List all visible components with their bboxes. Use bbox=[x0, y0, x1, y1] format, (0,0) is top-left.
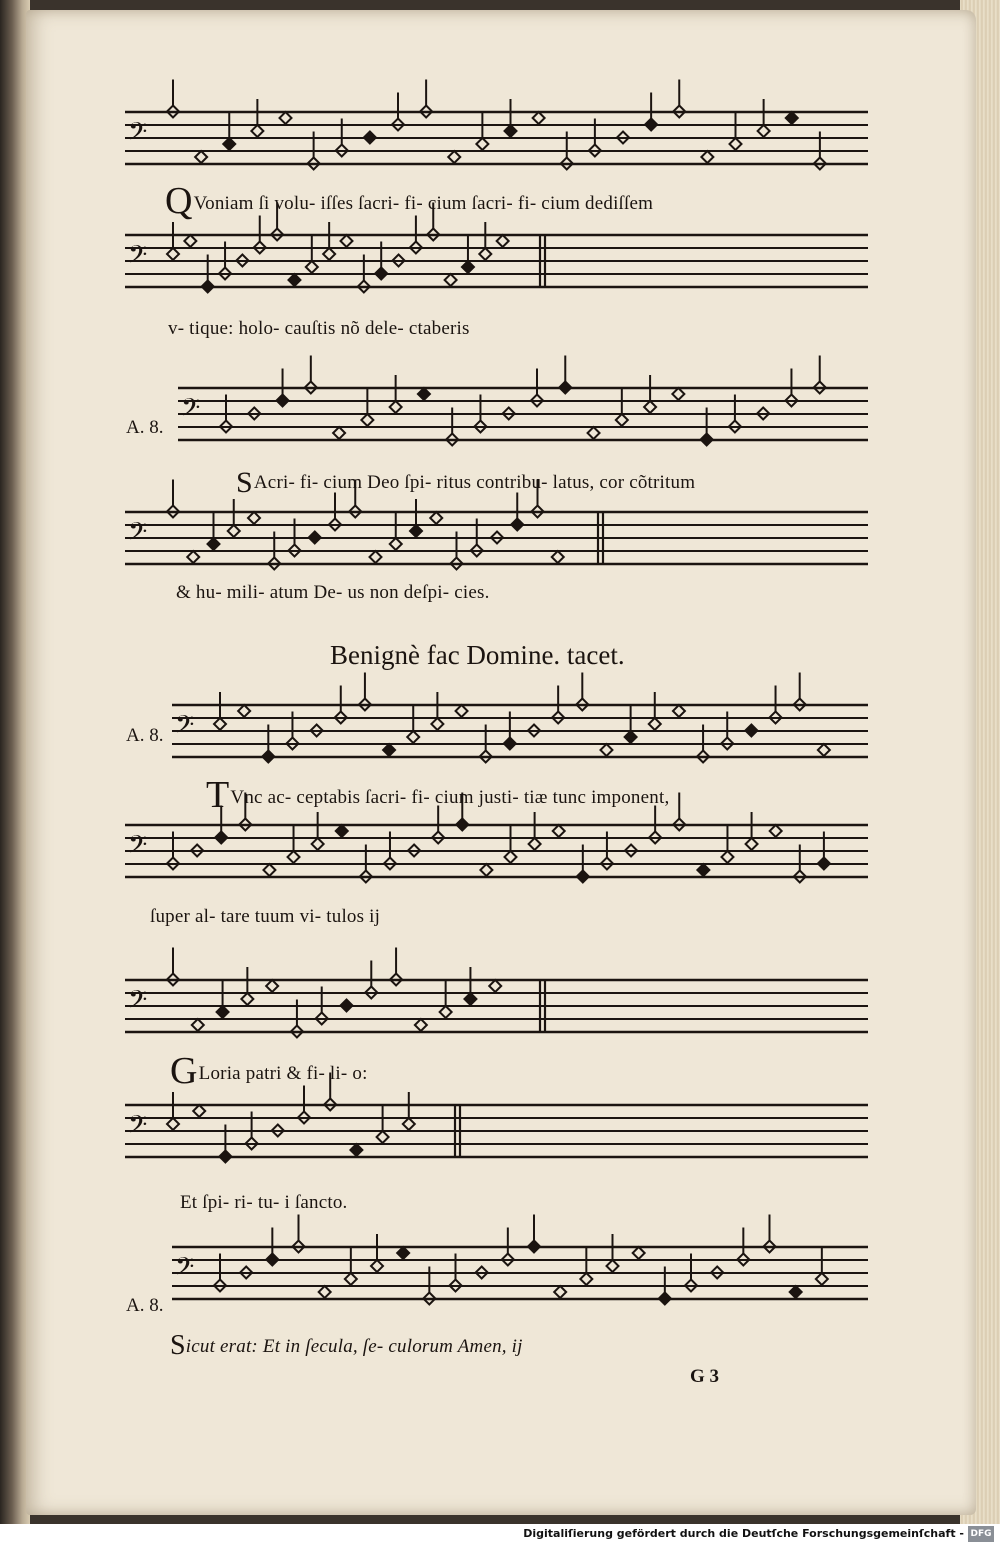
note-head bbox=[504, 738, 516, 750]
note-head bbox=[533, 112, 545, 124]
note-head bbox=[701, 151, 713, 163]
note-head bbox=[228, 525, 240, 537]
clef: 𝄢 bbox=[128, 117, 148, 153]
initial-letter: S bbox=[236, 466, 253, 499]
note-head bbox=[790, 1286, 802, 1298]
note-head bbox=[588, 427, 600, 439]
note-head bbox=[195, 151, 207, 163]
note-head bbox=[263, 864, 275, 876]
note-head bbox=[217, 1006, 229, 1018]
clef: 𝄢 bbox=[128, 240, 148, 276]
lyric-text: Et ſpi- ri- tu- i ſancto. bbox=[180, 1192, 348, 1213]
note-head bbox=[219, 1151, 231, 1163]
clef: 𝄢 bbox=[128, 1110, 148, 1146]
lyric-line-3 bbox=[236, 468, 695, 498]
note-head bbox=[397, 1247, 409, 1259]
note-head bbox=[288, 274, 300, 286]
lyric-text: v- tique: holo- cauſtis nõ dele- ctaberis bbox=[168, 318, 470, 339]
note-head bbox=[649, 718, 661, 730]
note-head bbox=[580, 1273, 592, 1285]
note-head bbox=[375, 268, 387, 280]
lyric-line-1 bbox=[165, 180, 654, 222]
note-head bbox=[390, 538, 402, 550]
note-head bbox=[341, 1000, 353, 1012]
note-head bbox=[818, 744, 830, 756]
note-head bbox=[818, 858, 830, 870]
note-head bbox=[266, 1254, 278, 1266]
note-head bbox=[577, 871, 589, 883]
note-head bbox=[383, 744, 395, 756]
note-head bbox=[456, 705, 468, 717]
note-head bbox=[319, 1286, 331, 1298]
note-head bbox=[167, 248, 179, 260]
note-head bbox=[241, 993, 253, 1005]
note-head bbox=[633, 1247, 645, 1259]
note-head bbox=[511, 519, 523, 531]
note-head bbox=[816, 1273, 828, 1285]
lyric-line-4 bbox=[176, 582, 490, 604]
note-head bbox=[403, 1118, 415, 1130]
note-head bbox=[277, 395, 289, 407]
note-head bbox=[554, 1286, 566, 1298]
note-head bbox=[345, 1273, 357, 1285]
lyric-line-10 bbox=[170, 1330, 523, 1362]
note-head bbox=[746, 838, 758, 850]
note-head bbox=[625, 731, 637, 743]
lyric-line-7 bbox=[150, 906, 380, 928]
note-head bbox=[600, 744, 612, 756]
lyric-line-6 bbox=[206, 774, 670, 816]
note-head bbox=[730, 138, 742, 150]
note-head bbox=[215, 832, 227, 844]
lyric-text: Vnc ac- ceptabis ſacri- fi- cium justi- tiæ tunc imponent, bbox=[230, 787, 670, 808]
note-head bbox=[552, 551, 564, 563]
initial-letter: T bbox=[206, 774, 230, 816]
staff-5 bbox=[172, 673, 868, 763]
note-head bbox=[745, 725, 757, 737]
lyric-line-9 bbox=[180, 1192, 348, 1214]
note-head bbox=[505, 125, 517, 137]
note-head bbox=[440, 1006, 452, 1018]
footer-credit: Digitaliſierung gefördert durch die Deutſche Forschungsgemeinſchaft - bbox=[523, 1527, 964, 1540]
note-head bbox=[361, 414, 373, 426]
note-head bbox=[251, 125, 263, 137]
note-head bbox=[529, 838, 541, 850]
note-head bbox=[193, 1105, 205, 1117]
footer-bar bbox=[0, 1524, 1000, 1545]
note-head bbox=[415, 1019, 427, 1031]
note-head bbox=[248, 512, 260, 524]
note-head bbox=[464, 993, 476, 1005]
note-head bbox=[645, 119, 657, 131]
signature-mark: G 3 bbox=[690, 1366, 720, 1387]
note-head bbox=[371, 1260, 383, 1272]
note-head bbox=[528, 1241, 540, 1253]
note-head bbox=[489, 980, 501, 992]
initial-letter: G bbox=[170, 1050, 198, 1092]
note-head bbox=[418, 388, 430, 400]
lyric-line-8 bbox=[170, 1050, 368, 1092]
mode-label: A. 8. bbox=[126, 417, 164, 438]
staff-3 bbox=[178, 356, 868, 446]
note-head bbox=[306, 261, 318, 273]
note-head bbox=[407, 731, 419, 743]
note-head bbox=[266, 980, 278, 992]
note-head bbox=[456, 819, 468, 831]
note-head bbox=[616, 414, 628, 426]
clef: 𝄢 bbox=[175, 710, 195, 746]
note-head bbox=[497, 235, 509, 247]
note-head bbox=[184, 235, 196, 247]
note-head bbox=[341, 235, 353, 247]
note-head bbox=[238, 705, 250, 717]
note-head bbox=[786, 112, 798, 124]
note-head bbox=[214, 718, 226, 730]
note-head bbox=[336, 825, 348, 837]
lyric-text: Acri- fi- cium Deo ſpi- ritus contribu- latus, cor cõtritum bbox=[253, 472, 696, 493]
note-head bbox=[445, 274, 457, 286]
note-head bbox=[202, 281, 214, 293]
note-head bbox=[223, 138, 235, 150]
clef: 𝄢 bbox=[128, 517, 148, 553]
note-head bbox=[480, 864, 492, 876]
note-head bbox=[448, 151, 460, 163]
note-head bbox=[673, 705, 685, 717]
note-head bbox=[553, 825, 565, 837]
note-head bbox=[350, 1144, 362, 1156]
note-head bbox=[431, 718, 443, 730]
staff-8 bbox=[125, 1073, 868, 1163]
note-head bbox=[644, 401, 656, 413]
lyric-line-2 bbox=[168, 318, 470, 340]
note-head bbox=[410, 525, 422, 537]
clef: 𝄢 bbox=[128, 985, 148, 1021]
note-head bbox=[462, 261, 474, 273]
note-head bbox=[701, 434, 713, 446]
note-head bbox=[479, 248, 491, 260]
note-head bbox=[559, 382, 571, 394]
lyric-text: icut erat: Et in ſecula, ſe- culorum Amen, ij bbox=[185, 1336, 523, 1357]
mode-label: A. 8. bbox=[126, 1295, 164, 1316]
note-head bbox=[476, 138, 488, 150]
note-head bbox=[167, 1118, 179, 1130]
clef: 𝄢 bbox=[128, 830, 148, 866]
note-head bbox=[659, 1293, 671, 1305]
note-head bbox=[430, 512, 442, 524]
note-head bbox=[312, 838, 324, 850]
clef: 𝄢 bbox=[181, 393, 201, 429]
lyric-text: Voniam ſi volu- iſſes ſacri- fi- cium ſacri- fi- cium dediſſem bbox=[193, 193, 654, 214]
note-head bbox=[697, 864, 709, 876]
note-head bbox=[309, 532, 321, 544]
lyric-text: & hu- mili- atum De- us non deſpi- cies. bbox=[176, 582, 490, 603]
staff-2 bbox=[125, 203, 868, 293]
note-head bbox=[323, 248, 335, 260]
lyric-text: Loria patri & fi- li- o: bbox=[198, 1063, 368, 1084]
lyric-text: ſuper al- tare tuum vi- tulos ij bbox=[150, 906, 381, 927]
note-head bbox=[390, 401, 402, 413]
dfg-logo: DFG bbox=[968, 1526, 994, 1542]
staff-7 bbox=[125, 948, 868, 1038]
note-head bbox=[377, 1131, 389, 1143]
note-head bbox=[370, 551, 382, 563]
note-head bbox=[187, 551, 199, 563]
note-head bbox=[288, 851, 300, 863]
initial-letter: S bbox=[170, 1330, 186, 1361]
staff-9 bbox=[172, 1215, 868, 1305]
note-head bbox=[262, 751, 274, 763]
initial-letter: Q bbox=[165, 180, 193, 222]
staff-1 bbox=[125, 80, 868, 170]
note-head bbox=[208, 538, 220, 550]
note-head bbox=[758, 125, 770, 137]
clef: 𝄢 bbox=[175, 1252, 195, 1288]
note-head bbox=[672, 388, 684, 400]
note-head bbox=[333, 427, 345, 439]
note-head bbox=[364, 132, 376, 144]
note-head bbox=[721, 851, 733, 863]
note-head bbox=[607, 1260, 619, 1272]
note-head bbox=[280, 112, 292, 124]
mode-label: A. 8. bbox=[126, 725, 164, 746]
note-head bbox=[505, 851, 517, 863]
note-head bbox=[192, 1019, 204, 1031]
note-head bbox=[770, 825, 782, 837]
section-heading: Benignè fac Domine. tacet. bbox=[330, 640, 625, 670]
